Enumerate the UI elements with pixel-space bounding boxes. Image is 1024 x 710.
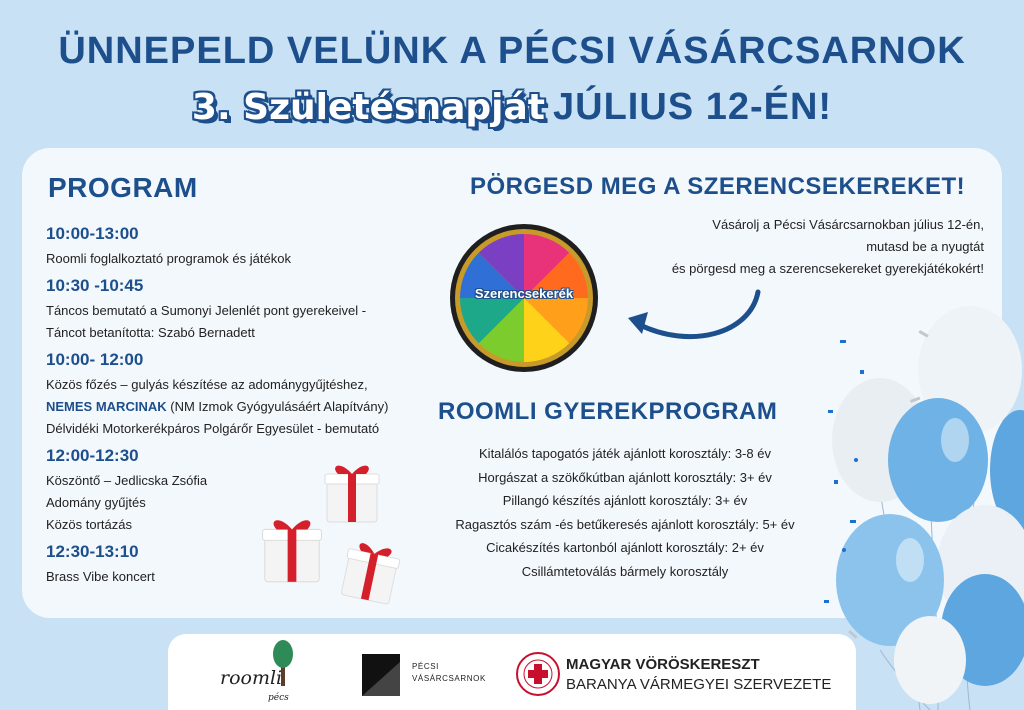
list-item: Kitalálós tapogatós játék ajánlott korosztály: 3-8 év	[479, 446, 771, 461]
pv-line: PÉCSI	[412, 662, 440, 671]
gift-box-icon	[256, 512, 328, 584]
curved-arrow-icon	[620, 284, 770, 354]
wheel-text-line: mutasd be a nyugtát	[866, 239, 984, 254]
headline-highlight: 3. Születésnapját	[191, 87, 546, 128]
program-line: Brass Vibe koncert	[46, 569, 155, 584]
gift-box-icon	[322, 458, 382, 524]
beneficiary-org: (NM Izmok Gyógyulásáért Alapítvány)	[166, 399, 389, 414]
wheel-heading: PÖRGESD MEG A SZERENCSEKEREKET!	[470, 173, 966, 200]
roomli-heading: ROOMLI GYEREKPROGRAM	[438, 398, 778, 425]
list-item: Pillangó készítés ajánlott korosztály: 3+ év	[502, 493, 748, 508]
program-schedule	[46, 224, 426, 588]
program-line: Délvidéki Motorkerékpáros Polgárőr Egyesület - bemutató	[46, 421, 380, 436]
program-line: Táncot betanította: Szabó Bernadett	[46, 325, 255, 340]
program-line: Közös tortázás	[46, 517, 132, 532]
program-line: Közös főzés – gulyás készítése az adománygyűjtéshez,	[46, 377, 368, 392]
wheel-text-line: és pörgesd meg a szerencsekereket gyerekjátékokért!	[671, 261, 984, 276]
red-cross-icon	[516, 652, 560, 696]
red-cross-logo-text: MAGYAR VÖRÖSKERESZT	[566, 656, 760, 673]
headline-date: JÚLIUS 12-ÉN!	[553, 86, 833, 128]
pecsi-vasarcsarnok-logo-text	[412, 661, 486, 685]
program-line: Adomány gyűjtés	[46, 495, 146, 510]
time-slot: 10:00- 12:00	[46, 350, 144, 369]
fortune-wheel	[448, 222, 600, 374]
time-slot: 12:30-13:10	[46, 542, 139, 561]
headline-line-2	[0, 86, 1024, 129]
pv-line: VÁSÁRCSARNOK	[412, 674, 486, 683]
program-line: Táncos bemutató a Sumonyi Jelenlét pont gyerekeivel -	[46, 303, 367, 318]
list-item: Horgászat a szökőkútban ajánlott korosztály: 3+ év	[478, 469, 772, 485]
red-cross-logo-subtext: BARANYA VÁRMEGYEI SZERVEZETE	[566, 676, 832, 693]
time-slot: 12:00-12:30	[46, 446, 139, 465]
program-line-beneficiary	[46, 396, 426, 418]
time-slot: 10:00-13:00	[46, 224, 139, 243]
roomli-logo-text: roomli	[220, 667, 283, 689]
gift-box-icon	[334, 532, 408, 607]
program-heading: PROGRAM	[48, 172, 198, 203]
program-line: Köszöntő – Jedlicska Zsófia	[46, 473, 208, 488]
wheel-label: Szerencsekerék	[474, 286, 574, 301]
wheel-text-line: Vásárolj a Pécsi Vásárcsarnokban július 12-én,	[712, 217, 984, 232]
time-slot: 10:30 -10:45	[46, 276, 144, 295]
program-line: Roomli foglalkoztató programok és játékok	[46, 251, 291, 266]
list-item: Csillámtetoválás bármely korosztály	[521, 563, 729, 579]
list-item: Ragasztós szám -és betűkeresés ajánlott korosztály: 5+ év	[455, 516, 795, 532]
roomli-logo-subtext: pécs	[268, 693, 289, 703]
wheel-instructions	[564, 214, 984, 280]
headline-line-1: ÜNNEPELD VELÜNK A PÉCSI VÁSÁRCSARNOK	[58, 30, 966, 72]
list-item: Cicakészítés kartonból ajánlott korosztály: 2+ év	[486, 540, 764, 555]
beneficiary-name: NEMES MARCINAK	[46, 399, 167, 414]
roomli-list	[430, 442, 820, 583]
pecsi-vasarcsarnok-logo-icon	[362, 654, 400, 696]
